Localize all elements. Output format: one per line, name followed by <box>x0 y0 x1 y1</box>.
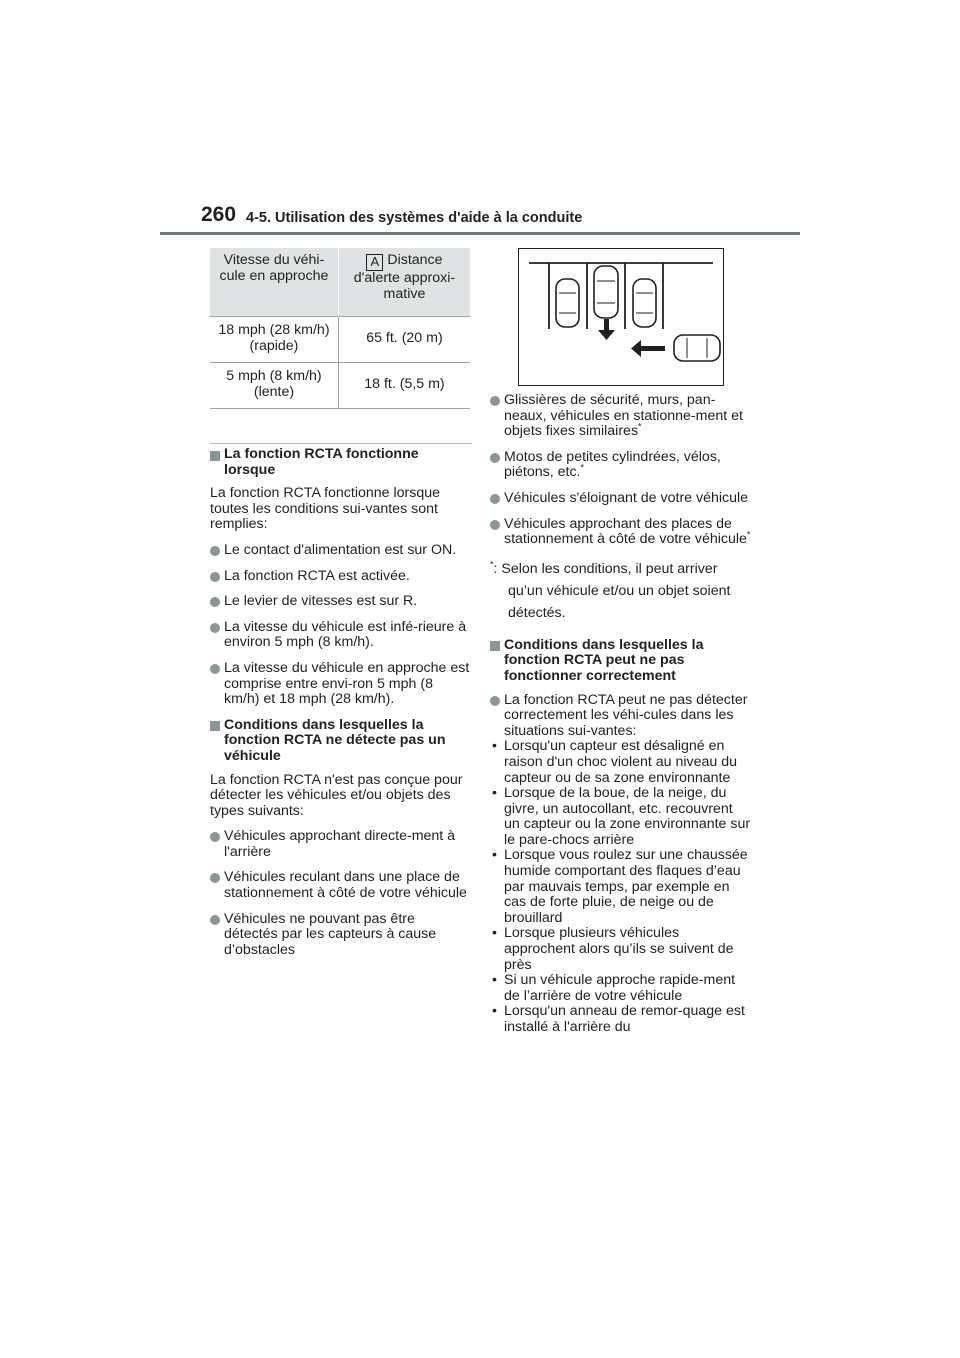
heading-rcta-may-not-work <box>490 638 752 685</box>
list-item-text: Véhicules s'éloignant de votre véhicule <box>504 489 749 506</box>
list-item-text: Motos de petites cylindrées, vélos, piétons, etc. <box>504 448 721 481</box>
footnote-text: : Selon les conditions, il peut arriver <box>493 560 718 577</box>
list-item <box>490 450 752 481</box>
list-item-text: Véhicules approchant des places de stationnement à côté de votre véhicule <box>504 515 747 548</box>
left-column <box>210 443 472 968</box>
asterisk: * <box>580 462 585 473</box>
parking-illustration <box>519 249 722 384</box>
list-item-text: La vitesse du véhicule est infé-rieure à environ 5 mph (8 km/h). <box>224 618 467 651</box>
heading-text: Conditions dans lesquelles la fonction RCTA peut ne pas fonctionner correctement <box>504 636 704 684</box>
bullet-marker: • <box>492 738 497 755</box>
rcta-parking-diagram <box>518 248 724 386</box>
circle-bullet-icon <box>490 494 500 504</box>
footnote-continuation: qu’un véhicule et/ou un objet soient détectés. <box>508 582 731 621</box>
table-cell-speed: 18 mph (28 km/h) (rapide) <box>210 316 338 362</box>
circle-bullet-icon <box>210 873 220 883</box>
list-item-text: La fonction RCTA est activée. <box>224 567 410 584</box>
paragraph: La fonction RCTA n'est pas conçue pour détecter les véhicules et/ou objets des types suivants: <box>210 771 463 819</box>
list-item-text: Véhicules approchant directe-ment à l'arrière <box>224 828 456 860</box>
bullet-marker: • <box>492 925 497 942</box>
bullet-marker: • <box>492 847 497 864</box>
square-bullet-icon <box>490 641 500 651</box>
asterisk: * <box>638 421 642 432</box>
list-item <box>490 393 752 440</box>
list-item <box>210 870 472 901</box>
list-item <box>210 620 472 651</box>
list-item <box>490 693 752 740</box>
heading-rcta-not-detect <box>210 718 472 765</box>
sub-list-item <box>490 848 752 926</box>
list-item <box>210 594 472 610</box>
list-item <box>210 543 472 559</box>
list-item-text: Glissières de sécurité, murs, pan-neaux, véhicules en stationne-ment et objets fixes similaires <box>504 392 743 440</box>
circle-bullet-icon <box>210 572 220 582</box>
list-item <box>210 829 472 860</box>
sub-list-item <box>490 926 752 973</box>
bullet-marker: • <box>492 1003 497 1020</box>
speed-distance-table <box>210 248 470 409</box>
circle-bullet-icon <box>210 623 220 633</box>
circle-bullet-icon <box>210 546 220 556</box>
sub-list-item-text: Lorsque plusieurs véhicules approchent alors qu’ils se suivent de près <box>504 925 734 973</box>
circle-bullet-icon <box>490 696 500 706</box>
right-column <box>490 393 752 1036</box>
table-cell-distance: 65 ft. (20 m) <box>338 316 470 362</box>
list-item-text: La fonction RCTA peut ne pas détecter correctement les véhi-cules dans les situations sui-vantes: <box>504 691 748 739</box>
square-bullet-icon <box>210 721 220 731</box>
sub-list-item-text: Si un véhicule approche rapide-ment de l’arrière de votre véhicule <box>504 972 736 1004</box>
list-item-text: Véhicules ne pouvant pas être détectés par les capteurs à cause d’obstacles <box>224 910 437 958</box>
circle-bullet-icon <box>210 915 220 925</box>
circle-bullet-icon <box>490 520 500 530</box>
circle-bullet-icon <box>490 396 500 406</box>
paragraph: La fonction RCTA fonctionne lorsque toutes les conditions sui-vantes sont remplies: <box>210 485 441 533</box>
asterisk: * <box>746 529 751 540</box>
sub-list-item <box>490 786 752 848</box>
table-header-row <box>210 248 470 316</box>
list-item-text: Le levier de vitesses est sur R. <box>224 593 418 610</box>
heading-rcta-operates <box>210 443 472 478</box>
table-header-speed: Vitesse du véhi-cule en approche <box>210 248 338 316</box>
list-item-text: La vitesse du véhicule en approche est comprise entre envi-ron 5 mph (8 km/h) et 18 mph (28 km/h). <box>224 659 470 708</box>
circle-bullet-icon <box>210 597 220 607</box>
page-number: 260 <box>201 203 237 226</box>
sub-list-item-text: Lorsqu'un capteur est désaligné en raison d'un choc violent au niveau du capteur ou de sa zone environnante <box>504 738 738 786</box>
section-title: 4-5. Utilisation des systèmes d'aide à la conduite <box>246 210 583 226</box>
sub-list-item-text: Lorsque de la boue, de la neige, du givre, un autocollant, etc. recouvrent un capteur ou la zone environnante sur le pare-chocs arrière <box>504 785 751 848</box>
sub-list-item-text: Lorsque vous roulez sur une chaussée humide comportant des flaques d’eau par mauvais temps, par exemple en cas de forte pluie, de neige ou de brouillard <box>504 847 748 926</box>
table-cell-distance: 18 ft. (5,5 m) <box>338 362 470 408</box>
list-item <box>490 491 752 507</box>
heading-text: La fonction RCTA fonctionne lorsque <box>224 446 419 478</box>
sub-list-item <box>490 1004 752 1035</box>
bullet-marker: • <box>492 972 497 989</box>
square-bullet-icon <box>210 451 220 461</box>
footnote-line <box>490 558 752 580</box>
list-item <box>210 661 472 708</box>
bullet-marker: • <box>492 785 497 802</box>
circle-bullet-icon <box>210 664 220 674</box>
label-a-badge: A <box>366 254 383 271</box>
list-item <box>490 517 752 548</box>
list-item-text: Véhicules reculant dans une place de stationnement à côté de votre véhicule <box>224 869 467 902</box>
table-header-distance-text: Distance d'alerte approxi-mative <box>353 252 456 302</box>
table-row <box>210 362 470 408</box>
list-item-text: Le contact d'alimentation est sur ON. <box>224 541 457 558</box>
circle-bullet-icon <box>490 453 500 463</box>
heading-text: Conditions dans lesquelles la fonction RCTA ne détecte pas un véhicule <box>224 716 446 764</box>
header-rule <box>160 232 800 235</box>
circle-bullet-icon <box>210 832 220 842</box>
table-header-distance <box>338 248 470 316</box>
sub-list-item-text: Lorsqu'un anneau de remor-quage est installé à l'arrière du <box>504 1003 745 1035</box>
table-row <box>210 316 470 362</box>
footnote-mark: * <box>490 559 494 570</box>
table-cell-speed: 5 mph (8 km/h) (lente) <box>210 362 338 408</box>
list-item <box>210 912 472 959</box>
sub-list-item <box>490 739 752 786</box>
footnote <box>490 558 752 624</box>
sub-list-item <box>490 973 752 1004</box>
list-item <box>210 569 472 585</box>
